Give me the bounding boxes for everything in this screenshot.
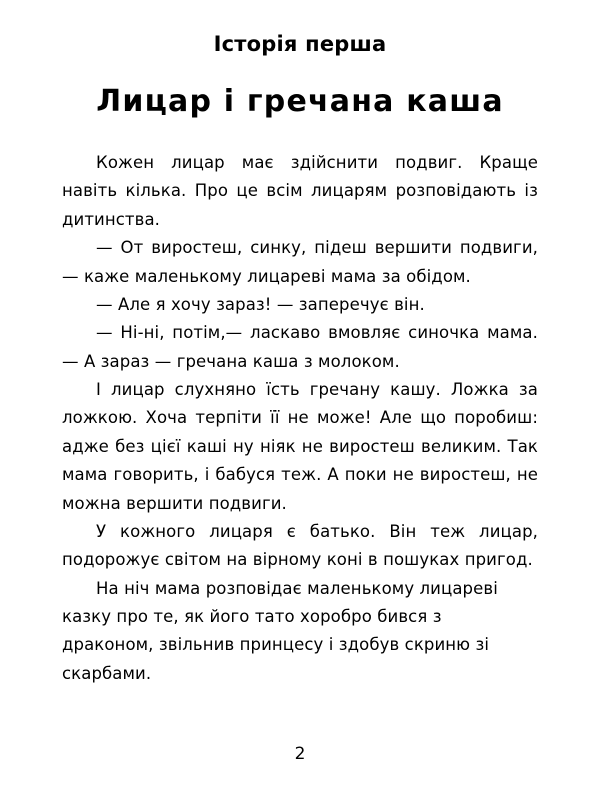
paragraph: — Ні-ні, потім,— ласкаво вмовляє синочка мама.— А зараз — гречана каша з молоком. — [62, 323, 538, 371]
chapter-label: Історія перша — [213, 32, 387, 56]
paragraph: І лицар слухняно їсть гречану кашу. Ложка за ложкою. Хоча терпіти її не може! Але що поробиш: адже без цієї каші ну ніяк не виростеш великим. Так мама говорить, і бабуся теж. А поки не виростеш, не можна вершити подвиги. — [62, 380, 538, 513]
page-title: Лицар і гречана каша — [96, 84, 504, 119]
paragraph: На ніч мама розповідає маленькому лицареві казку про те, як його тато хоробро бився з драконом, звільнив принцесу і здобув скриню зі скарбами. — [62, 578, 498, 683]
page-number: 2 — [294, 744, 306, 764]
body-text — [62, 149, 538, 688]
paragraph: — От виростеш, синку, підеш вершити подвиги,— каже маленькому лицареві мама за обідом. — [62, 238, 538, 286]
paragraph: — Але я хочу зараз! — заперечує він. — [96, 294, 425, 314]
paragraph: Кожен лицар має здійснити подвиг. Краще навіть кілька. Про це всім лицарям розповідають із дитинства. — [62, 153, 538, 229]
paragraph: У кожного лицаря є батько. Він теж лицар, подорожує світом на вірному коні в пошуках пригод. — [62, 521, 538, 570]
